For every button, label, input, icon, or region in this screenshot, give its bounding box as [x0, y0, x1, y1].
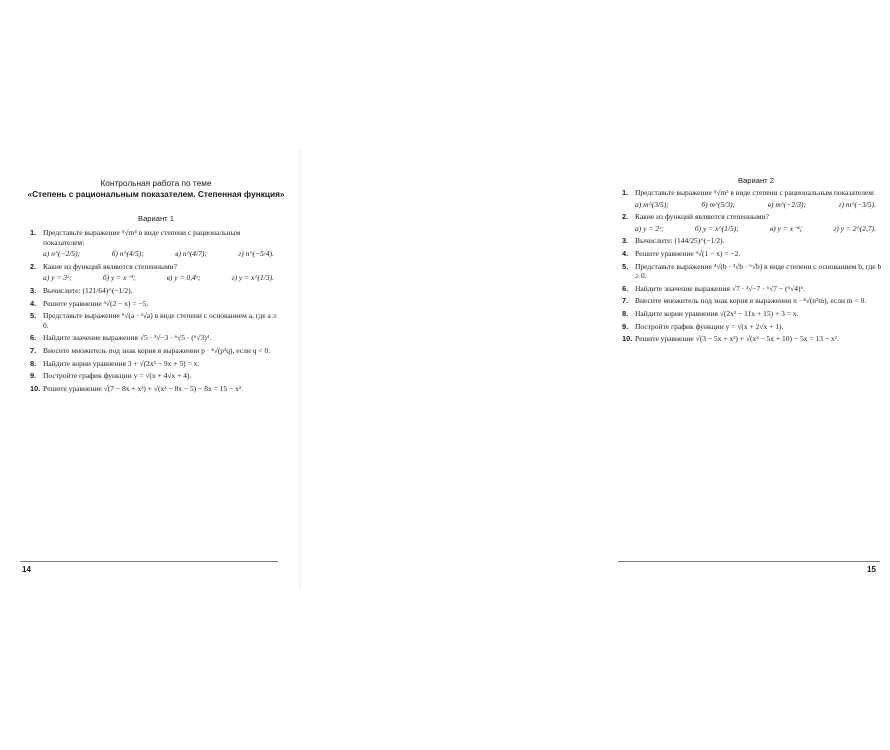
- task-text: Найдите значение выражения √5 · ³√−3 · ⁶√5 · (⁶√3)⁴.: [43, 333, 212, 343]
- task-item: [622, 236, 884, 246]
- task-number: 8.: [30, 358, 37, 368]
- task-number: 2.: [30, 261, 37, 271]
- test-title-line2: «Степень с рациональным показателем. Степенная функция»: [27, 188, 285, 199]
- answer-option: в) n^(4/7);: [175, 249, 207, 259]
- answer-option: г) n^(−5/4).: [238, 249, 274, 259]
- task-text: Представьте выражение ⁵√m⁴ в виде степени с рациональным показателем:: [43, 228, 241, 247]
- answer-option: б) m^(5/3);: [701, 199, 736, 209]
- task-item: [30, 371, 282, 381]
- task-number: 3.: [30, 285, 37, 295]
- answer-option: г) y = x^(1/3).: [231, 273, 274, 283]
- task-number: 5.: [30, 311, 37, 321]
- task-number: 2.: [622, 212, 629, 222]
- task-number: 4.: [30, 298, 37, 308]
- task-item: [622, 334, 884, 344]
- task-item: [30, 359, 282, 369]
- task-number: 1.: [30, 228, 37, 237]
- test-title: [22, 178, 290, 199]
- task-item: [622, 249, 884, 259]
- task-text: Решите уравнение ³√(1 − x) = −2.: [635, 248, 741, 258]
- answer-option: б) y = x⁻⁴;: [102, 273, 136, 283]
- task-number: 10.: [622, 334, 633, 344]
- answer-options: [635, 200, 884, 210]
- task-item: [30, 286, 282, 296]
- task-text: Найдите корни уравнения √(2x² − 11x + 15) + 3 = x.: [635, 308, 799, 318]
- task-item: [622, 296, 884, 306]
- task-text: Решите уравнение ³√(2 − x) = −5.: [43, 298, 149, 308]
- task-item: [622, 188, 884, 209]
- task-text: Какие из функций являются степенными?: [635, 212, 769, 222]
- task-text: Найдите значение выражения √7 · ³√−7 · ⁶√7 − (⁶√4)⁶.: [635, 283, 805, 293]
- task-item: [30, 384, 282, 394]
- task-item: [622, 322, 884, 332]
- task-item: [30, 333, 282, 343]
- task-number: 7.: [622, 296, 629, 306]
- task-item: [622, 284, 884, 294]
- task-number: 9.: [30, 371, 37, 381]
- test-title-line1: Контрольная работа по теме: [100, 178, 212, 188]
- task-item: [622, 309, 884, 319]
- answer-option: а) y = 3ˣ;: [43, 273, 72, 283]
- task-text: Постройте график функции y = √(x + 2√x + 1).: [635, 321, 784, 331]
- task-item: [30, 311, 282, 330]
- task-number: 3.: [622, 236, 629, 246]
- answer-option: а) y = 2ˣ;: [635, 223, 664, 233]
- answer-option: в) y = 0,4ˣ;: [166, 273, 201, 283]
- task-text: Решите уравнение √(3 − 5x + x²) + √(x² − 5x + 10) − 5x = 13 − x².: [635, 334, 839, 344]
- answer-option: в) m^(−2/3);: [767, 199, 807, 209]
- variant-1-task-list: [30, 228, 282, 396]
- task-item: [622, 212, 884, 233]
- task-item: [622, 262, 884, 281]
- task-number: 6.: [30, 333, 37, 343]
- task-item: [30, 228, 282, 259]
- answer-option: г) m^(−3/5).: [838, 199, 876, 209]
- answer-options: [43, 249, 282, 259]
- variant-2-heading: Вариант 2: [738, 176, 774, 185]
- page-number-right: 15: [867, 565, 876, 574]
- right-page: [300, 0, 882, 750]
- task-text: Внесите множитель под знак корня в выражении p · ⁴√(p³q), если q < 0.: [43, 345, 271, 355]
- task-text: Решите уравнение √(7 − 8x + x²) + √(x² − 8x − 5) − 8x = 15 − x².: [43, 383, 244, 393]
- task-text: Какие из функций являются степенными?: [43, 261, 177, 271]
- task-number: 7.: [30, 345, 37, 355]
- task-item: [30, 299, 282, 309]
- task-number: 10.: [30, 383, 41, 393]
- task-text: Внесите множитель под знак корня в выражении n · ⁴√(n²m), если m < 0.: [635, 296, 867, 306]
- task-text: Представьте выражение ⁴√(b · ³√b · ⁶√b) в виде степени с основанием b, где b ≥ 0.: [635, 261, 882, 281]
- answer-option: а) n^(−2/5);: [43, 249, 81, 259]
- task-item: [30, 346, 282, 356]
- left-page: [0, 0, 300, 750]
- answer-options: [43, 273, 282, 283]
- task-text: Вычислите: (144/25)^(−1/2).: [635, 236, 725, 246]
- task-item: [30, 262, 282, 283]
- variant-1-heading: Вариант 1: [138, 214, 174, 223]
- task-number: 6.: [622, 283, 629, 293]
- task-number: 8.: [622, 308, 629, 318]
- task-number: 4.: [622, 248, 629, 258]
- answer-option: а) m^(3/5);: [635, 199, 669, 209]
- task-text: Представьте выражение ⁵√m³ в виде степени с рациональным показателем:: [635, 188, 876, 197]
- task-number: 5.: [622, 261, 629, 271]
- answer-options: [635, 224, 884, 234]
- variant-2-task-list: [622, 188, 884, 347]
- page-footer-rule: [618, 561, 880, 562]
- task-text: Найдите корни уравнения 3 + √(2x² − 9x + 5) = x.: [43, 358, 200, 368]
- task-text: Вычислите: (121/64)^(−1/2).: [43, 285, 133, 295]
- answer-option: г) y = 2^(2,7).: [833, 223, 876, 233]
- answer-option: б) n^(4/5);: [111, 249, 144, 259]
- task-number: 1.: [622, 188, 629, 197]
- answer-option: в) y = x⁻⁴;: [769, 223, 803, 233]
- task-number: 9.: [622, 321, 629, 331]
- page-footer-rule: [20, 561, 278, 562]
- task-text: Представьте выражение ⁶√(a · ³√a) в виде степени с основанием a, где a ≥ 0.: [43, 311, 277, 330]
- answer-option: б) y = x^(1/5);: [694, 223, 739, 233]
- page-number-left: 14: [22, 565, 31, 574]
- task-text: Постройте график функции y = √(x + 4√x + 4).: [43, 371, 192, 381]
